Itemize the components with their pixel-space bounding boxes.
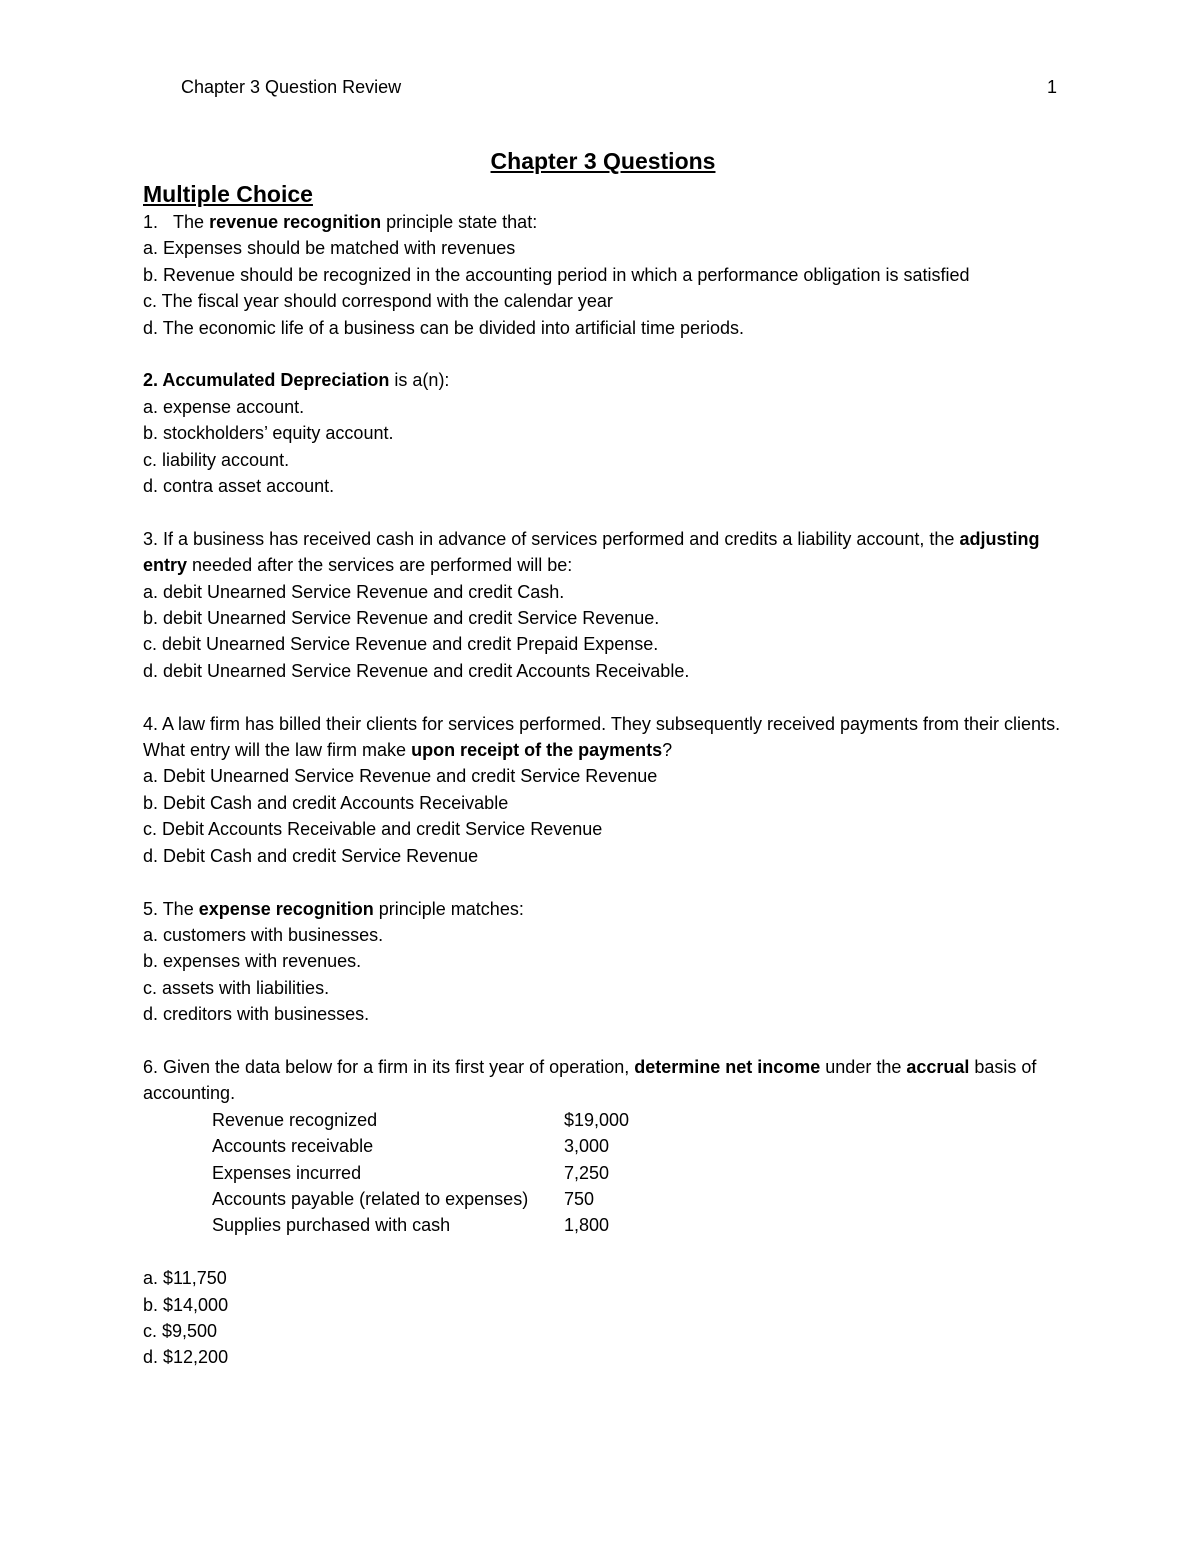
- question-5: [143, 896, 1063, 1028]
- page-header: [181, 74, 1057, 100]
- question-1-option-a: a. Expenses should be matched with revenues: [143, 238, 516, 259]
- question-2-option-b: b. stockholders’ equity account.: [143, 423, 394, 444]
- table-row: [212, 1186, 629, 1212]
- question-1-option-b: b. Revenue should be recognized in the accounting period in which a performance obligation is satisfied: [143, 264, 970, 285]
- question-4-option-b: b. Debit Cash and credit Accounts Receivable: [143, 792, 509, 813]
- question-4-stem: 4. A law firm has billed their clients for services performed. They subsequently received payments from their clients. What entry will the law firm make upon receipt of the payments?: [143, 713, 1061, 761]
- question-4-option-d: d. Debit Cash and credit Service Revenue: [143, 845, 479, 866]
- table-row: [212, 1160, 629, 1186]
- question-6-option-c: c. $9,500: [143, 1320, 218, 1341]
- spacer: [143, 1239, 1063, 1265]
- row-value: $19,000: [564, 1109, 630, 1130]
- question-6-option-d: d. $12,200: [143, 1347, 229, 1368]
- document-body: [143, 145, 1063, 1397]
- row-label: Accounts receivable: [212, 1136, 374, 1157]
- question-3: [143, 526, 1063, 684]
- question-3-option-a: a. debit Unearned Service Revenue and credit Cash.: [143, 581, 565, 602]
- question-5-stem: 5. The expense recognition principle matches:: [143, 898, 524, 919]
- section-title: Multiple Choice: [143, 181, 313, 207]
- question-2-option-a: a. expense account.: [143, 396, 305, 417]
- question-5-option-d: d. creditors with businesses.: [143, 1004, 370, 1025]
- row-value: 7,250: [564, 1162, 610, 1183]
- question-1: [143, 209, 1063, 341]
- question-2-stem: 2. Accumulated Depreciation is a(n):: [143, 370, 450, 391]
- question-5-option-c: c. assets with liabilities.: [143, 977, 330, 998]
- question-5-option-b: b. expenses with revenues.: [143, 951, 362, 972]
- question-2-option-c: c. liability account.: [143, 449, 290, 470]
- question-5-option-a: a. customers with businesses.: [143, 924, 384, 945]
- row-label: Supplies purchased with cash: [212, 1215, 451, 1236]
- table-row: [212, 1133, 629, 1159]
- page-number: 1: [1046, 77, 1057, 97]
- question-1-number: 1.: [143, 212, 159, 232]
- question-6: [143, 1054, 1063, 1371]
- question-6-option-b: b. $14,000: [143, 1294, 229, 1315]
- table-row: [212, 1212, 629, 1238]
- question-1-stem: 1. The revenue recognition principle state that:: [143, 212, 538, 232]
- row-value: 1,800: [564, 1215, 610, 1236]
- document-title: Chapter 3 Questions: [490, 148, 716, 174]
- question-3-option-c: c. debit Unearned Service Revenue and credit Prepaid Expense.: [143, 634, 659, 655]
- question-3-option-d: d. debit Unearned Service Revenue and credit Accounts Receivable.: [143, 660, 690, 681]
- question-3-stem: 3. If a business has received cash in advance of services performed and credits a liability account, the adjusting entry needed after the services are performed will be:: [143, 528, 1040, 576]
- row-value: 750: [564, 1188, 595, 1209]
- question-3-option-b: b. debit Unearned Service Revenue and credit Service Revenue.: [143, 608, 660, 629]
- row-value: 3,000: [564, 1136, 610, 1157]
- row-label: Revenue recognized: [212, 1109, 378, 1130]
- question-4: [143, 711, 1063, 869]
- question-2: [143, 367, 1063, 499]
- table-row: [212, 1107, 629, 1133]
- header-title: Chapter 3 Question Review: [181, 77, 402, 97]
- question-6-stem: 6. Given the data below for a firm in its first year of operation, determine net income under the accrual basis of accounting.: [143, 1056, 1037, 1104]
- row-label: Accounts payable (related to expenses): [212, 1188, 529, 1209]
- question-6-option-a: a. $11,750: [143, 1268, 227, 1289]
- question-1-option-c: c. The fiscal year should correspond with the calendar year: [143, 291, 613, 312]
- row-label: Expenses incurred: [212, 1162, 362, 1183]
- question-4-option-a: a. Debit Unearned Service Revenue and credit Service Revenue: [143, 766, 658, 787]
- financial-data-table: [212, 1107, 629, 1239]
- question-4-option-c: c. Debit Accounts Receivable and credit Service Revenue: [143, 819, 603, 840]
- question-2-option-d: d. contra asset account.: [143, 476, 335, 497]
- question-1-option-d: d. The economic life of a business can be divided into artificial time periods.: [143, 317, 744, 338]
